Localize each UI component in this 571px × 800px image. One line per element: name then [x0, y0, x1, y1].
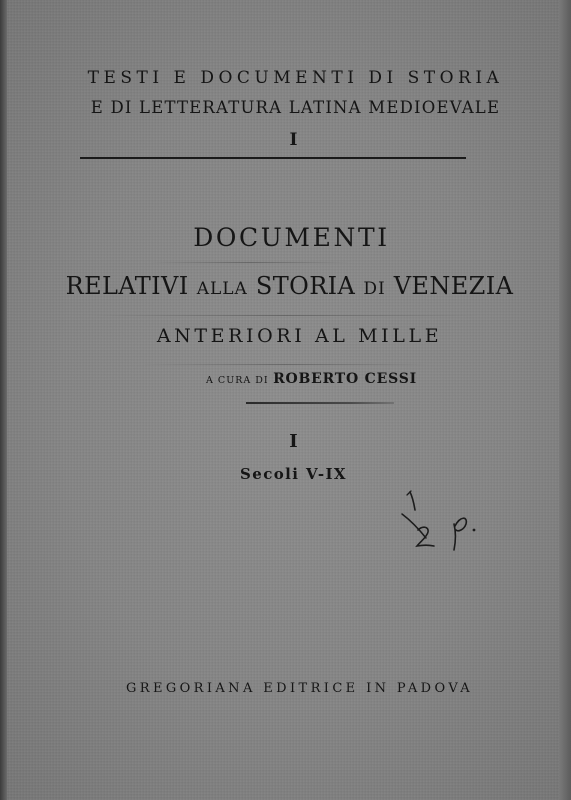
book-title: DOCUMENTI: [193, 223, 390, 252]
page-right-edge: [559, 0, 571, 800]
faint-rule-1: [150, 262, 350, 263]
handwritten-note: [396, 486, 496, 556]
series-title-line-1: TESTI E DOCUMENTI DI STORIA: [87, 68, 504, 88]
editor-name: ROBERTO CESSI: [273, 371, 417, 387]
subtitle-part-alla: ALLA: [196, 279, 248, 299]
subtitle-part-storia: STORIA: [247, 272, 364, 300]
faint-rule-2: [90, 315, 480, 316]
editor-credit: [0, 371, 571, 387]
volume-number: I: [289, 431, 298, 452]
page-left-edge: [0, 0, 7, 800]
subtitle-part-venezia: VENEZIA: [385, 272, 514, 300]
series-title-line-2: E DI LETTERATURA LATINA MEDIOEVALE: [90, 98, 501, 117]
editor-prefix: A CURA DI: [206, 375, 269, 386]
series-number: I: [289, 130, 298, 150]
editor-rule: [246, 402, 394, 404]
subtitle-part-di: DI: [363, 279, 386, 299]
book-subtitle-2: ANTERIORI AL MILLE: [156, 325, 443, 347]
subtitle-part-relativi: RELATIVI: [65, 272, 197, 300]
faint-rule-3: [140, 364, 430, 365]
volume-centuries: Secoli V-IX: [240, 465, 347, 483]
publisher: GREGORIANA EDITRICE IN PADOVA: [125, 681, 474, 696]
header-rule: [80, 157, 466, 159]
book-subtitle: [0, 272, 571, 300]
